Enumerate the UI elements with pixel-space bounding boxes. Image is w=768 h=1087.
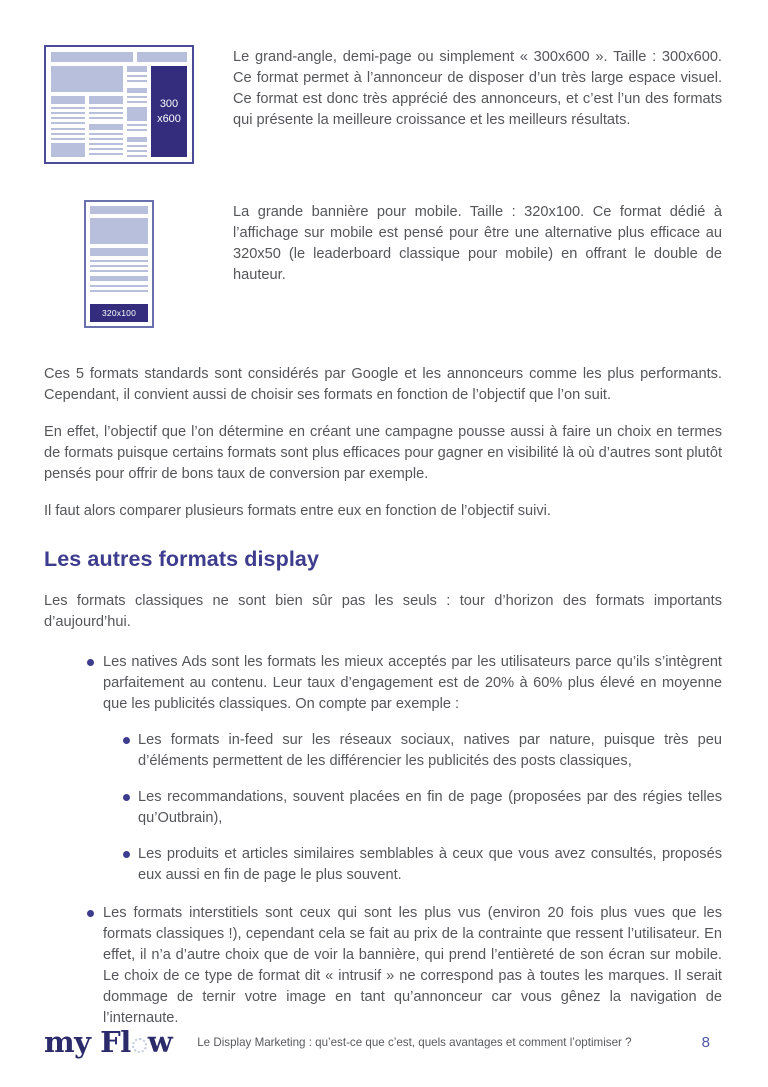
wireframe-bar (127, 66, 147, 72)
myflow-logo (44, 1025, 172, 1059)
wireframe-bar (127, 88, 147, 93)
page-number: 8 (701, 1033, 710, 1051)
diagram-holder (44, 200, 194, 328)
globe-icon (132, 1038, 147, 1053)
format-description-320x100: La grande bannière pour mobile. Taille : 320x100. Ce format dédié à l’affichage sur mobile est pensé pour être une alternative plus efficace au 320x50 (le leaderboard classique pour mobile) en offrant le double de hauteur. (233, 204, 722, 283)
wireframe-text-lines (89, 133, 123, 157)
wireframe-subcolumn (51, 96, 85, 157)
list-item-text: Les formats in-feed sur les réseaux sociaux, natives par nature, puisque très peu d’éléments permettent de les différencier les publicités des posts classiques, (138, 732, 722, 769)
wireframe-columns (51, 66, 187, 157)
wireframe-text-lines (51, 107, 85, 125)
native-ads-sublist (103, 730, 722, 886)
ad-slot-300x600 (151, 66, 187, 157)
paragraph-comparer: Il faut alors comparer plusieurs formats entre eux en fonction de l’objectif suivi. (44, 503, 551, 519)
wireframe-subcolumn (89, 96, 123, 157)
wireframe-text-lines (89, 107, 123, 121)
wireframe-bar (137, 52, 187, 62)
list-item-recommandations (138, 787, 722, 829)
wireframe-text-lines (127, 96, 147, 104)
wireframe-block (127, 107, 147, 121)
wireframe-middle-column (127, 66, 147, 157)
format-row-320x100 (44, 200, 722, 328)
wireframe-bar (89, 124, 123, 130)
list-item-text: Les produits et articles similaires semblables à ceux que vous avez consultés, proposés eux aussi en fin de page le plus souvent. (138, 846, 722, 883)
wireframe-text-lines (90, 260, 148, 272)
wireframe-bar (90, 276, 148, 281)
wireframe-block (90, 218, 148, 244)
ad-size-label: 320x100 (101, 308, 136, 318)
wireframe-block (51, 143, 85, 157)
page-footer (44, 1025, 722, 1059)
document-title: Le Display Marketing : qu’est-ce que c’est, quels avantages et comment l’optimiser ? (197, 1035, 632, 1049)
paragraph-objectif: En effet, l’objectif que l’on détermine en créant une campagne pousse aussi à faire un choix en termes de formats puisque certains formats sont plus efficaces pour gagner en visibilité là où d’autres sont plutôt pensés pour offrir de bons taux de conversion par exemple. (44, 424, 722, 482)
list-item-text: Les natives Ads sont les formats les mieux acceptés par les utilisateurs parce qu’ils s’intègrent parfaitement au contenu. Leur taux d’engagement est de 20% à 60% plus élevé en moyenne que les publicités classiques. On compte par exemple : (103, 654, 722, 712)
mobile-page-wireframe (84, 200, 154, 328)
format-description-300x600: Le grand-angle, demi-page ou simplement « 300x600 ». Taille : 300x600. Ce format permet à l’annonceur de disposer d’un très large espace visuel. Ce format est donc très apprécié des annonceurs, et c’est l’un des formats qui présente la meilleure croissance et les meilleurs résultats. (233, 49, 722, 128)
wireframe-text-lines (127, 145, 147, 157)
wireframe-bar (127, 137, 147, 142)
wireframe-bar (90, 248, 148, 256)
format-row-300x600 (44, 45, 722, 164)
section-title: Les autres formats display (44, 547, 320, 571)
wireframe-text-lines (127, 75, 147, 85)
list-item-text: Les formats interstitiels sont ceux qui sont les plus vus (environ 20 fois plus vues que les formats classiques !), cependant cela se fait au prix de la contrainte que ressent l’utilisateur. En effet, il n’a d’autre choix que de voir la bannière, qui prend l’entièreté de son écran sur mobile. Le choix de ce type de format dit « intrusif » ne correspond pas à toutes les marques. Il serait dommage de ternir votre image en tant qu’annonceur car vous gênez la navigation de l’internaute. (103, 905, 722, 1026)
list-item-produits-similaires (138, 844, 722, 886)
logo-text-left: my Fl (44, 1025, 131, 1059)
paragraph-standards: Ces 5 formats standards sont considérés par Google et les annonceurs comme les plus performants. Cependant, il convient aussi de choisir ses formats en fonction de l’objectif que l’on suit. (44, 366, 722, 403)
wireframe-block (51, 66, 123, 92)
ad-slot-320x100 (90, 304, 148, 322)
wireframe-header (51, 52, 187, 62)
wireframe-bar (90, 206, 148, 214)
wireframe-subcolumns (51, 96, 123, 157)
list-item-interstitiels (103, 903, 722, 1029)
wireframe-text-lines (90, 285, 148, 295)
list-item-native-ads (103, 652, 722, 886)
wireframe-bar (51, 96, 85, 104)
wireframe-left-column (51, 66, 123, 157)
ad-size-label-line1: 300 (159, 98, 179, 111)
diagram-holder (44, 45, 194, 164)
list-item-text: Les recommandations, souvent placées en fin de page (proposées par des régies telles qu’Outbrain), (138, 789, 722, 826)
other-formats-list (44, 652, 722, 1029)
wireframe-text-lines (127, 124, 147, 134)
desktop-page-wireframe (44, 45, 194, 164)
logo-text-right: w (147, 1025, 173, 1059)
wireframe-bar (51, 52, 133, 62)
ad-size-label-line2: x600 (157, 112, 181, 125)
list-item-in-feed (138, 730, 722, 772)
section-intro: Les formats classiques ne sont bien sûr pas les seuls : tour d’horizon des formats importants d’aujourd’hui. (44, 593, 722, 630)
wireframe-bar (89, 96, 123, 104)
wireframe-text-lines (51, 128, 85, 140)
